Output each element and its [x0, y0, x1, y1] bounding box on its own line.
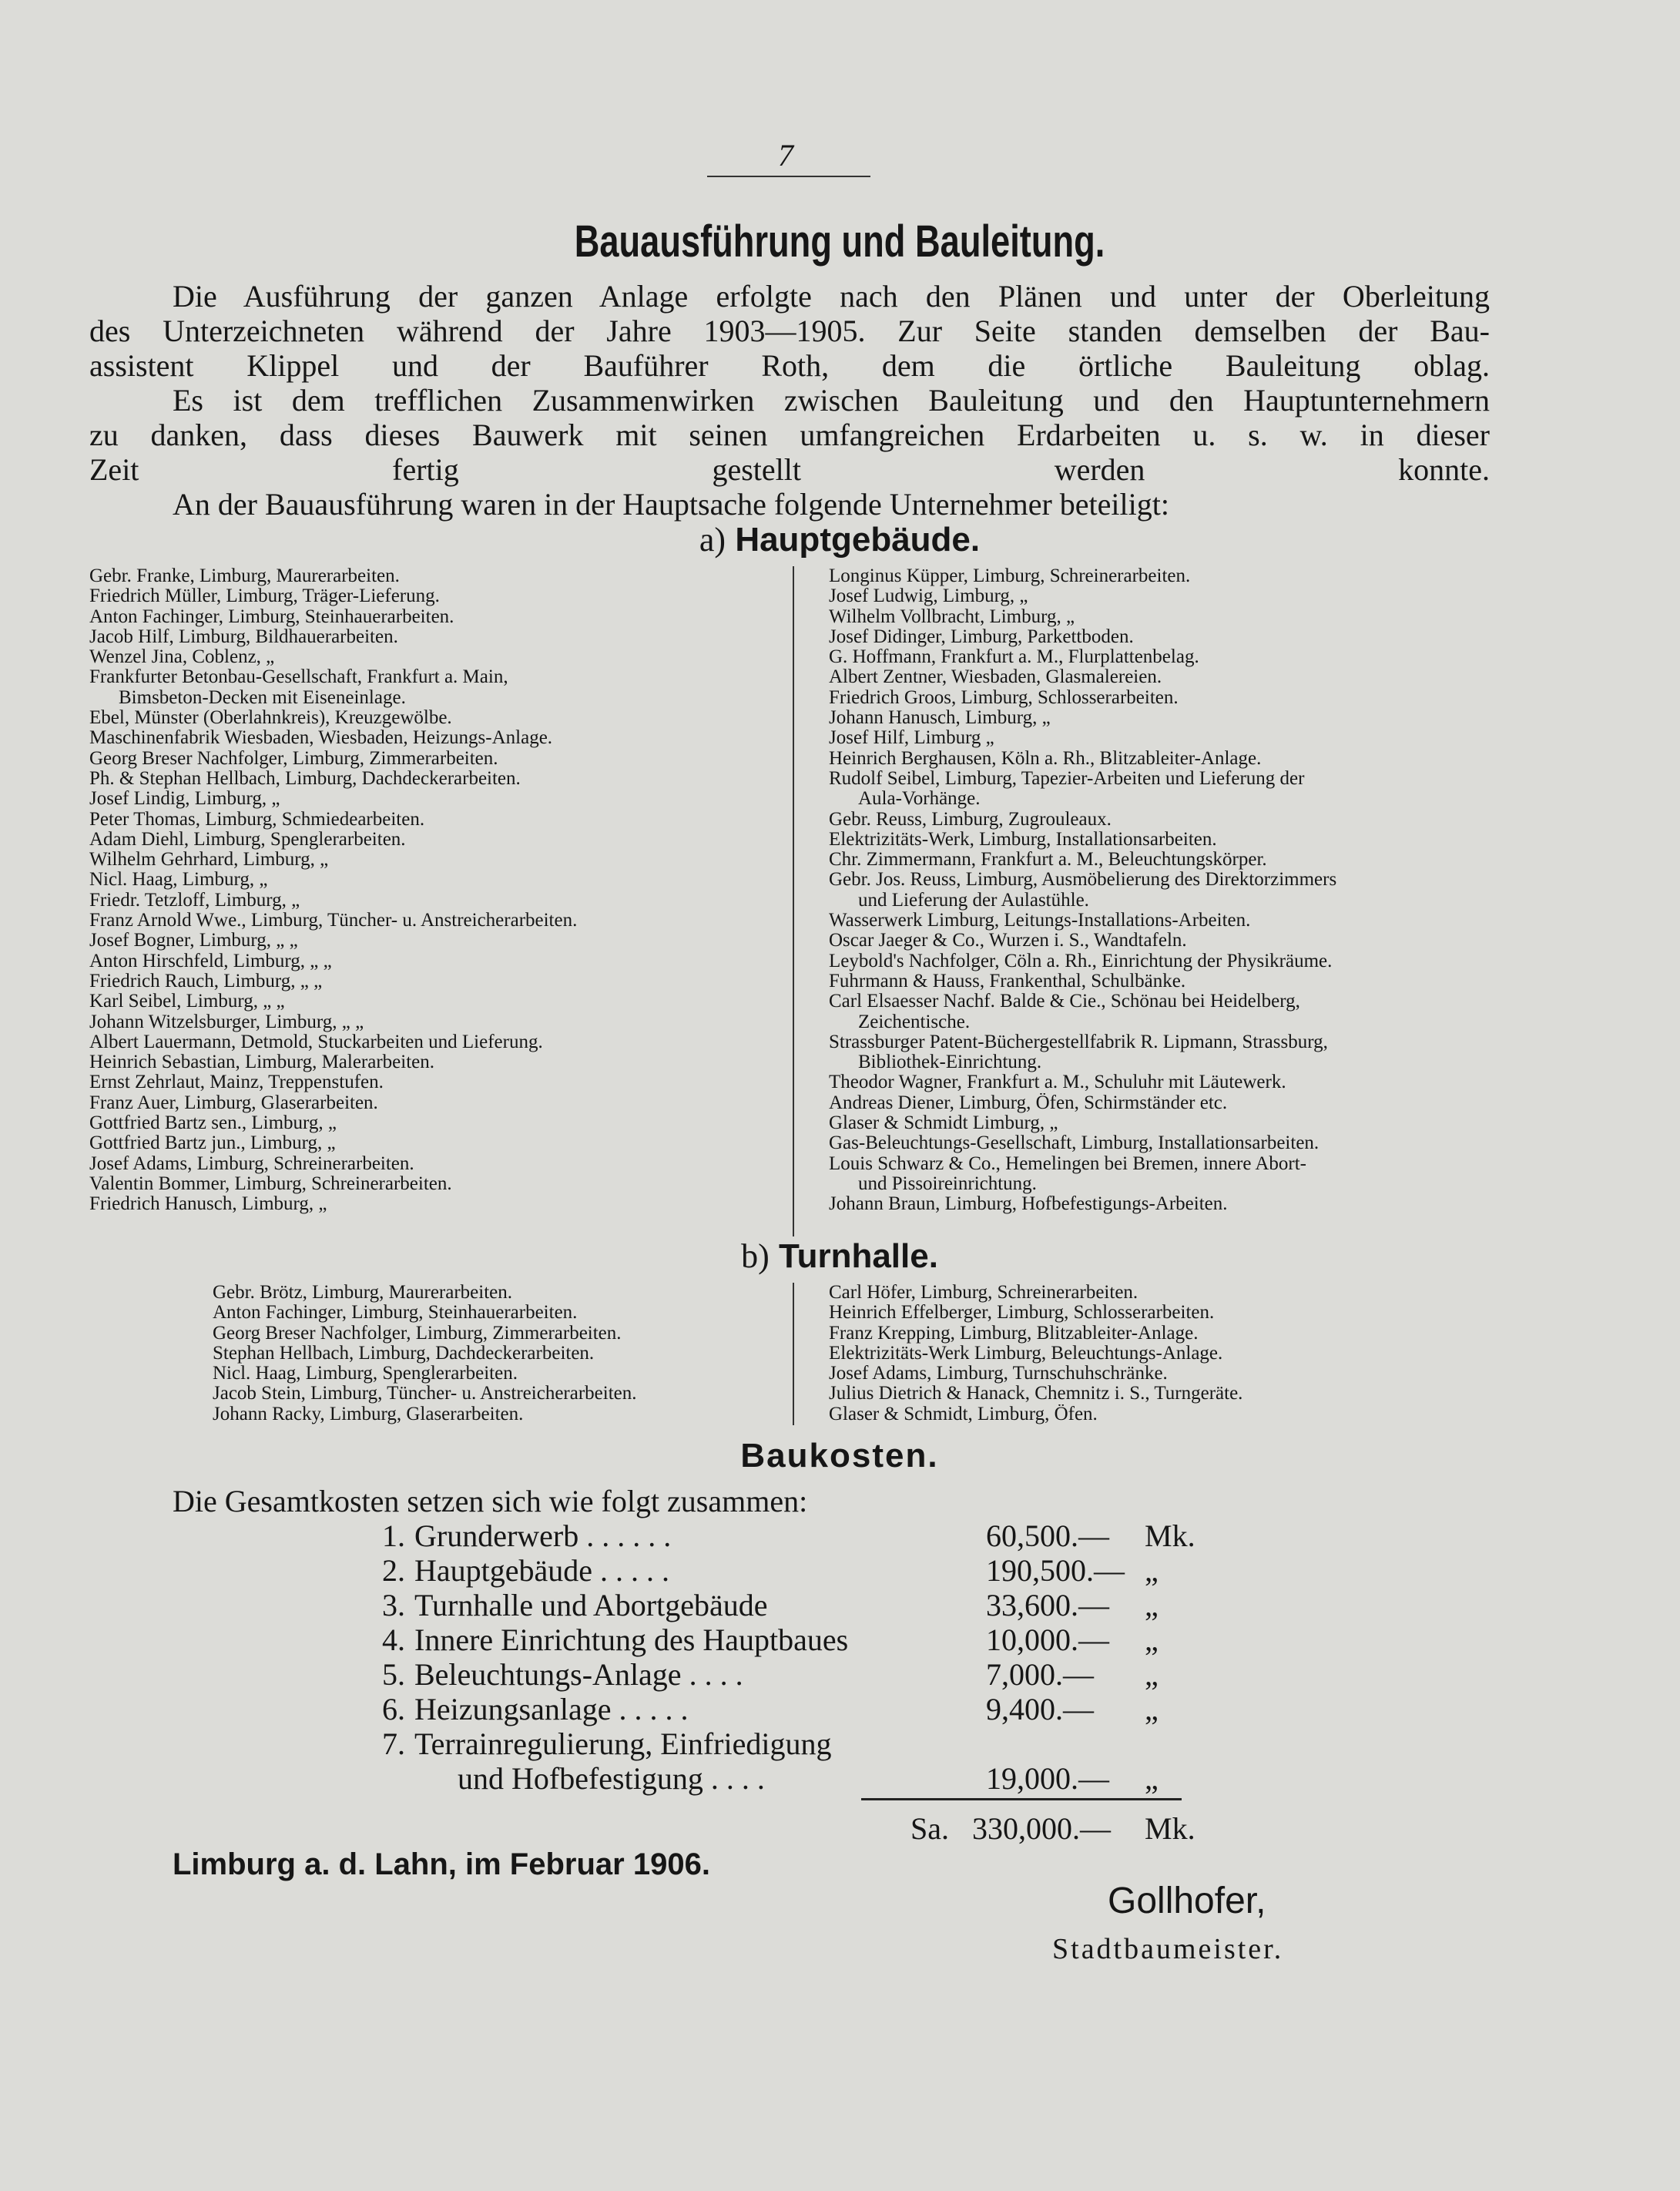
contractor-entry: Anton Fachinger, Limburg, Steinhauerarbeiten.: [89, 606, 454, 627]
contractor-entry: Friedrich Müller, Limburg, Träger-Lieferung.: [89, 586, 440, 607]
contractor-entry: Leybold's Nachfolger, Cöln a. Rh., Einrichtung der Physikräume.: [829, 951, 1333, 971]
cost-unit: „: [1145, 1622, 1159, 1657]
contractor-list-turnhalle-left: [213, 1283, 798, 1424]
contractor-list-hauptgebaeude-left: [89, 566, 783, 1215]
contractor-entry: Georg Breser Nachfolger, Limburg, Zimmerarbeiten.: [89, 748, 498, 769]
cost-unit: „: [1145, 1588, 1159, 1622]
cost-unit: „: [1145, 1553, 1159, 1588]
contractor-entry: Gebr. Brötz, Limburg, Maurerarbeiten.: [213, 1283, 513, 1303]
cost-label: Turnhalle und Abortgebäude: [414, 1588, 768, 1622]
cost-num: 3.: [382, 1588, 405, 1622]
contractor-entry: Heinrich Effelberger, Limburg, Schlosserarbeiten.: [829, 1303, 1215, 1324]
contractor-entry: Gebr. Reuss, Limburg, Zugrouleaux.: [829, 809, 1112, 830]
contractor-entry: Jacob Stein, Limburg, Tüncher- u. Anstreicherarbeiten.: [213, 1384, 637, 1404]
cost-unit: „: [1145, 1761, 1159, 1796]
section-title: Turnhalle.: [778, 1237, 938, 1275]
section-heading-turnhalle: [539, 1236, 1140, 1276]
intro-text: [89, 279, 1490, 522]
contractor-entry: Nicl. Haag, Limburg, Spenglerarbeiten.: [213, 1364, 518, 1384]
contractor-entry: Josef Lindig, Limburg, „: [89, 789, 280, 810]
contractor-entry: Gas-Beleuchtungs-Gesellschaft, Limburg, Installationsarbeiten.: [829, 1133, 1320, 1154]
page-title: Bauausführung und Bauleitung.: [574, 216, 1105, 267]
contractor-entry: G. Hoffmann, Frankfurt a. M., Flurplattenbelag.: [829, 647, 1199, 668]
contractor-entry: Stephan Hellbach, Limburg, Dachdeckerarbeiten.: [213, 1343, 595, 1364]
contractor-entry: Wilhelm Gehrhard, Limburg, „: [89, 850, 329, 871]
contractor-entry: Chr. Zimmermann, Frankfurt a. M., Beleuchtungskörper.: [829, 850, 1267, 871]
contractor-entry: Rudolf Seibel, Limburg, Tapezier-Arbeiten und Lieferung der: [829, 768, 1305, 789]
contractor-entry: Nicl. Haag, Limburg, „: [89, 870, 268, 891]
contractor-entry: Gottfried Bartz sen., Limburg, „: [89, 1113, 337, 1134]
cost-unit: „: [1145, 1657, 1159, 1692]
cost-label: Terrainregulierung, Einfriedigung: [414, 1726, 832, 1761]
section-prefix: b): [741, 1237, 770, 1275]
contractor-entry: Bibliothek-Einrichtung.: [858, 1052, 1042, 1073]
contractor-entry: Anton Hirschfeld, Limburg, „ „: [89, 951, 332, 971]
contractor-entry: Bimsbeton-Decken mit Eiseneinlage.: [119, 687, 406, 708]
contractor-entry: Josef Ludwig, Limburg, „: [829, 586, 1028, 607]
contractor-entry: Gottfried Bartz jun., Limburg, „: [89, 1133, 336, 1154]
total-value: 330,000.—: [972, 1811, 1111, 1846]
sum-rule: [861, 1798, 1182, 1800]
contractor-entry: Peter Thomas, Limburg, Schmiedearbeiten.: [89, 809, 425, 830]
contractor-entry: Jacob Hilf, Limburg, Bildhauerarbeiten.: [89, 626, 398, 647]
cost-value: 60,500.—: [986, 1518, 1109, 1553]
cost-label-continued: und Hofbefestigung . . . .: [458, 1761, 765, 1796]
cost-num: 5.: [382, 1657, 405, 1692]
contractor-entry: Wilhelm Vollbracht, Limburg, „: [829, 606, 1075, 627]
cost-label: Beleuchtungs-Anlage . . . .: [414, 1657, 743, 1692]
contractor-entry: Ernst Zehrlaut, Mainz, Treppenstufen.: [89, 1072, 384, 1093]
contractor-entry: Josef Adams, Limburg, Turnschuhschränke.: [829, 1364, 1168, 1384]
contractor-entry: und Lieferung der Aulastühle.: [858, 890, 1089, 911]
intro-line: An der Bauausführung waren in der Hauptsache folgende Unternehmer beteiligt:: [173, 487, 1169, 522]
intro-paragraph: [89, 383, 1490, 487]
contractor-entry: Gebr. Jos. Reuss, Limburg, Ausmöbelierung des Direktorzimmers: [829, 870, 1337, 891]
contractor-entry: Friedrich Hanusch, Limburg, „: [89, 1194, 327, 1215]
cost-num: 1.: [382, 1518, 405, 1553]
page-number-rule: [707, 176, 870, 177]
cost-value: 7,000.—: [986, 1657, 1094, 1692]
contractor-entry: Carl Höfer, Limburg, Schreinerarbeiten.: [829, 1283, 1138, 1303]
cost-num: 2.: [382, 1553, 405, 1588]
contractor-entry: Wasserwerk Limburg, Leitungs-Installations-Arbeiten.: [829, 911, 1251, 931]
cost-row: [0, 1587, 1680, 1622]
intro-line: Zeit fertig gestellt werden konnte.: [89, 452, 1490, 487]
contractor-entry: Johann Braun, Limburg, Hofbefestigungs-Arbeiten.: [829, 1194, 1228, 1215]
page-number: 7: [778, 138, 795, 173]
intro-line: des Unterzeichneten während der Jahre 1903—1905. Zur Seite standen demselben der Bau-: [89, 314, 1490, 348]
contractor-entry: Ph. & Stephan Hellbach, Limburg, Dachdeckerarbeiten.: [89, 768, 521, 789]
contractor-entry: Elektrizitäts-Werk Limburg, Beleuchtungs-Anlage.: [829, 1343, 1223, 1364]
contractor-entry: Josef Hilf, Limburg „: [829, 728, 994, 749]
contractor-entry: Georg Breser Nachfolger, Limburg, Zimmerarbeiten.: [213, 1323, 622, 1344]
contractor-entry: Friedr. Tetzloff, Limburg, „: [89, 890, 300, 911]
intro-line: assistent Klippel und der Bauführer Roth, dem die örtliche Bauleitung oblag.: [89, 348, 1490, 383]
intro-paragraph: [89, 487, 1490, 522]
contractor-entry: Wenzel Jina, Coblenz, „: [89, 647, 275, 668]
cost-row: [0, 1552, 1680, 1587]
intro-line: Es ist dem trefflichen Zusammenwirken zwischen Bauleitung und den Hauptunternehmern: [173, 383, 1490, 418]
section-heading-baukosten: Baukosten.: [740, 1437, 939, 1475]
intro-line: zu danken, dass dieses Bauwerk mit seinen umfangreichen Erdarbeiten u. s. w. in dieser: [89, 418, 1490, 452]
contractor-entry: Johann Witzelsburger, Limburg, „ „: [89, 1012, 364, 1032]
cost-value: 33,600.—: [986, 1588, 1109, 1622]
cost-value: 190,500.—: [986, 1553, 1125, 1588]
total-unit: Mk.: [1145, 1811, 1195, 1846]
contractor-entry: Karl Seibel, Limburg, „ „: [89, 991, 285, 1012]
contractor-entry: Gebr. Franke, Limburg, Maurerarbeiten.: [89, 566, 400, 586]
contractor-entry: Glaser & Schmidt Limburg, „: [829, 1113, 1058, 1134]
signature-title: Stadtbaumeister.: [1052, 1933, 1284, 1965]
contractor-entry: Albert Zentner, Wiesbaden, Glasmalereien.: [829, 667, 1162, 688]
cost-value: 9,400.—: [986, 1692, 1094, 1726]
contractor-entry: Glaser & Schmidt, Limburg, Öfen.: [829, 1404, 1098, 1424]
contractor-entry: Fuhrmann & Hauss, Frankenthal, Schulbänke.: [829, 971, 1186, 991]
intro-paragraph: [89, 279, 1490, 383]
cost-row: [0, 1518, 1680, 1552]
contractor-entry: Louis Schwarz & Co., Hemelingen bei Bremen, innere Abort-: [829, 1153, 1306, 1174]
contractor-entry: Oscar Jaeger & Co., Wurzen i. S., Wandtafeln.: [829, 931, 1187, 951]
section-prefix: a): [699, 521, 726, 559]
contractor-entry: Frankfurter Betonbau-Gesellschaft, Frankfurt a. Main,: [89, 667, 508, 688]
cost-label: Heizungsanlage . . . . .: [414, 1692, 689, 1726]
contractor-entry: und Pissoireinrichtung.: [858, 1173, 1037, 1194]
contractor-entry: Ebel, Münster (Oberlahnkreis), Kreuzgewölbe.: [89, 708, 452, 729]
contractor-entry: Andreas Diener, Limburg, Öfen, Schirmständer etc.: [829, 1092, 1228, 1113]
contractor-entry: Maschinenfabrik Wiesbaden, Wiesbaden, Heizungs-Anlage.: [89, 728, 553, 749]
contractor-list-hauptgebaeude-right: [829, 566, 1491, 1215]
total-label: Sa.: [910, 1811, 949, 1846]
cost-row: [0, 1656, 1680, 1691]
cost-value: 10,000.—: [986, 1622, 1109, 1657]
contractor-entry: Friedrich Rauch, Limburg, „ „: [89, 971, 323, 991]
contractor-entry: Theodor Wagner, Frankfurt a. M., Schuluhr mit Läutewerk.: [829, 1072, 1286, 1093]
cost-label: Grunderwerb . . . . . .: [414, 1518, 672, 1553]
contractor-entry: Heinrich Berghausen, Köln a. Rh., Blitzableiter-Anlage.: [829, 748, 1262, 769]
contractor-entry: Heinrich Sebastian, Limburg, Malerarbeiten.: [89, 1052, 435, 1073]
cost-row: [0, 1726, 1680, 1796]
contractor-entry: Johann Hanusch, Limburg, „: [829, 708, 1051, 729]
contractor-entry: Longinus Küpper, Limburg, Schreinerarbeiten.: [829, 566, 1191, 586]
contractor-entry: Franz Krepping, Limburg, Blitzableiter-Anlage.: [829, 1323, 1199, 1344]
contractor-entry: Johann Racky, Limburg, Glaserarbeiten.: [213, 1404, 524, 1424]
cost-unit: „: [1145, 1692, 1159, 1726]
contractor-entry: Josef Bogner, Limburg, „ „: [89, 931, 298, 951]
intro-line: Die Ausführung der ganzen Anlage erfolgte nach den Plänen und unter der Oberleitung: [173, 279, 1490, 314]
contractor-entry: Franz Arnold Wwe., Limburg, Tüncher- u. Anstreicherarbeiten.: [89, 911, 578, 931]
contractor-entry: Josef Didinger, Limburg, Parkettboden.: [829, 626, 1134, 647]
contractor-entry: Franz Auer, Limburg, Glaserarbeiten.: [89, 1092, 378, 1113]
contractor-list-turnhalle-right: [829, 1283, 1491, 1424]
cost-num: 6.: [382, 1692, 405, 1726]
cost-unit: Mk.: [1145, 1518, 1195, 1553]
cost-label: Hauptgebäude . . . . .: [414, 1553, 670, 1588]
contractor-entry: Valentin Bommer, Limburg, Schreinerarbeiten.: [89, 1173, 452, 1194]
contractor-entry: Albert Lauermann, Detmold, Stuckarbeiten und Lieferung.: [89, 1032, 543, 1052]
cost-num: 4.: [382, 1622, 405, 1657]
cost-row: [0, 1691, 1680, 1726]
section-heading-hauptgebaeude: [539, 520, 1140, 559]
contractor-entry: Anton Fachinger, Limburg, Steinhauerarbeiten.: [213, 1303, 578, 1324]
cost-row: [0, 1622, 1680, 1656]
contractor-entry: Strassburger Patent-Büchergestellfabrik R. Lipmann, Strassburg,: [829, 1032, 1328, 1052]
contractor-entry: Carl Elsaesser Nachf. Balde & Cie., Schönau bei Heidelberg,: [829, 991, 1300, 1012]
section-title: Hauptgebäude.: [735, 521, 981, 559]
contractor-entry: Adam Diehl, Limburg, Spenglerarbeiten.: [89, 829, 406, 850]
costs-intro: Die Gesamtkosten setzen sich wie folgt zusammen:: [173, 1484, 808, 1518]
contractor-entry: Josef Adams, Limburg, Schreinerarbeiten.: [89, 1153, 414, 1174]
column-divider: [793, 1283, 794, 1425]
contractor-entry: Zeichentische.: [858, 1012, 971, 1032]
place-date: Limburg a. d. Lahn, im Februar 1906.: [173, 1847, 710, 1881]
cost-value: 19,000.—: [986, 1761, 1109, 1796]
contractor-entry: Aula-Vorhänge.: [858, 789, 981, 810]
contractor-entry: Friedrich Groos, Limburg, Schlosserarbeiten.: [829, 687, 1179, 708]
signature-name: Gollhofer,: [1108, 1881, 1266, 1921]
column-divider: [793, 566, 794, 1236]
cost-label: Innere Einrichtung des Hauptbaues: [414, 1622, 849, 1657]
contractor-entry: Julius Dietrich & Hanack, Chemnitz i. S., Turngeräte.: [829, 1384, 1243, 1404]
cost-num: 7.: [382, 1726, 405, 1761]
contractor-entry: Elektrizitäts-Werk, Limburg, Installationsarbeiten.: [829, 829, 1217, 850]
